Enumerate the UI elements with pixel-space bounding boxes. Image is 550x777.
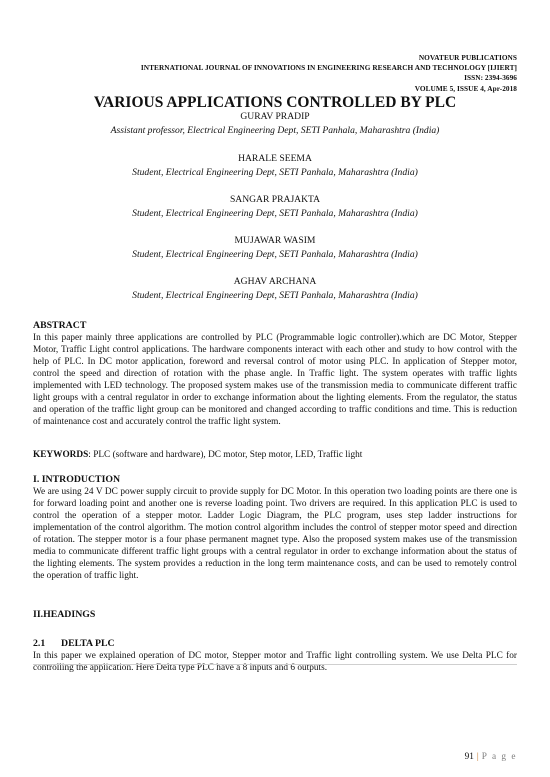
section-title: DELTA PLC [61, 638, 115, 649]
introduction-heading: I. INTRODUCTION [33, 474, 121, 485]
author-affiliation: Assistant professor, Electrical Engineering Dept, SETI Panhala, Maharashtra (India) [110, 125, 440, 136]
abstract-heading: ABSTRACT [33, 320, 87, 331]
footer-divider [33, 664, 517, 665]
author-affiliation: Student, Electrical Engineering Dept, SETI Panhala, Maharashtra (India) [132, 290, 418, 301]
delta-plc-text: In this paper we explained operation of DC motor, Stepper motor and Traffic light controlling system. We use Delta PLC for controlling the application. Here Delta type PLC have a 8 inputs and 6 outputs. [33, 651, 517, 674]
headings-section-heading: II.HEADINGS [33, 609, 96, 620]
section-number: 2.1 [33, 638, 46, 649]
author-affiliation: Student, Electrical Engineering Dept, SETI Panhala, Maharashtra (India) [132, 167, 418, 178]
journal-name: INTERNATIONAL JOURNAL OF INNOVATIONS IN ENGINEERING RESEARCH AND TECHNOLOGY [IJIERT] [140, 63, 517, 72]
introduction-text: We are using 24 V DC power supply circuit to provide supply for DC Motor. In this operation two loading points are there one is for forward loading point and another one is reverse loading point. Two drivers are required. In this application PLC is used to control the operation of a stepper motor. Ladder Logic Diagram, the PLC program, uses step ladder instructions for implementation of the control algorithm. The motion control algorithm includes the control of stepper motor speed and direction of rotation. The stepper motor is a four phase permanent magnet type. Also the proposed system makes use of the transmission media to communicate different traffic light groups with a central regulator in order to exchange information about the status of the lighting elements. The system provides a reduction in the long term maintenance costs, and can be used to remotely control the operation of traffic light. [33, 487, 517, 582]
footer-separator: | [476, 752, 479, 762]
keywords-text: : PLC (software and hardware), DC motor, Step motor, LED, Traffic light [88, 450, 363, 460]
issn: ISSN: 2394-3696 [464, 73, 517, 82]
author-affiliation: Student, Electrical Engineering Dept, SETI Panhala, Maharashtra (India) [132, 249, 418, 260]
author-name: AGHAV ARCHANA [233, 276, 317, 287]
author-affiliation: Student, Electrical Engineering Dept, SETI Panhala, Maharashtra (India) [132, 208, 418, 219]
publisher-name: NOVATEUR PUBLICATIONS [418, 53, 517, 62]
keywords [33, 449, 517, 461]
keywords-label: KEYWORDS [33, 450, 89, 460]
abstract-text: In this paper mainly three applications are controlled by PLC (Programmable logic controller).which are DC Motor, Stepper Motor, Traffic Light control applications. The hardware components interact with each other and study to how control with the help of PLC. In DC motor application, foreword and reversal control of motor using PLC. In application of Stepper motor, control the speed and direction of rotation with the phase angle. In Traffic light. The system operates with traffic lights implemented with LED technology. The proposed system makes use of the transmission media to communicate different traffic light groups with a central regulator in order to exchange information about the lighting elements. From the regulator, the status and operation of the traffic light group can be monitored and changed according to traffic conditions and time. This is reduction of maintenance cost and accurately control the traffic light system. [33, 333, 517, 428]
paper-title: VARIOUS APPLICATIONS CONTROLLED BY PLC [93, 94, 457, 111]
author-name: GURAV PRADIP [240, 111, 310, 122]
delta-plc-heading [33, 638, 115, 649]
author-name: SANGAR PRAJAKTA [229, 194, 321, 205]
page-number: 91 [464, 752, 474, 762]
page-footer [465, 752, 517, 762]
author-name: HARALE SEEMA [238, 153, 312, 164]
author-name: MUJAWAR WASIM [234, 235, 316, 246]
page-label: P a g e [481, 752, 517, 762]
volume-issue: VOLUME 5, ISSUE 4, Apr-2018 [414, 84, 517, 93]
